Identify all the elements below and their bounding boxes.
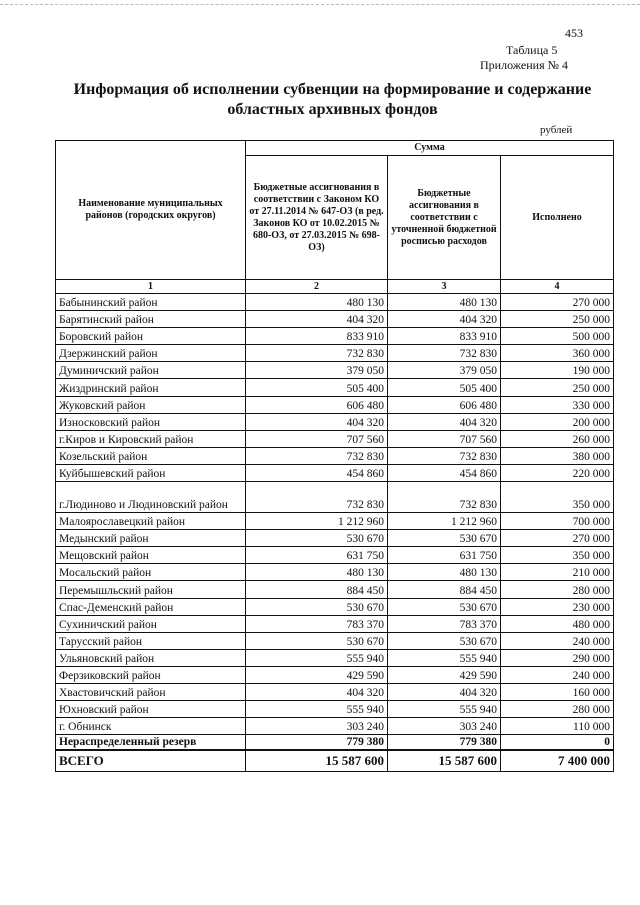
- executed-amount: 250 000: [501, 379, 614, 396]
- refined-allocation: 303 240: [388, 718, 501, 735]
- table-reference: Таблица 5: [506, 43, 558, 57]
- header-name: Наименование муниципальных районов (городских округов): [56, 141, 246, 280]
- table-row: [56, 615, 614, 632]
- law-allocation: 707 560: [246, 430, 388, 447]
- table-row: [56, 430, 614, 447]
- refined-allocation: 429 590: [388, 666, 501, 683]
- table-row: [56, 564, 614, 581]
- executed-amount: 240 000: [501, 632, 614, 649]
- total-plan: 15 587 600: [388, 750, 501, 772]
- executed-amount: 240 000: [501, 666, 614, 683]
- executed-amount: 200 000: [501, 413, 614, 430]
- district-name: Жуковский район: [56, 396, 246, 413]
- table-row: [56, 547, 614, 564]
- executed-amount: 350 000: [501, 547, 614, 564]
- reserve-name: Нераспределенный резерв: [56, 735, 246, 751]
- total-row: [56, 750, 614, 772]
- law-allocation: 404 320: [246, 683, 388, 700]
- table-row: [56, 718, 614, 735]
- header-sum-group: Сумма: [246, 141, 614, 156]
- executed-amount: 380 000: [501, 447, 614, 464]
- column-number: 4: [501, 280, 614, 294]
- executed-amount: 210 000: [501, 564, 614, 581]
- appendix-reference: [480, 43, 568, 73]
- table-row: [56, 530, 614, 547]
- executed-amount: 480 000: [501, 615, 614, 632]
- refined-allocation: 783 370: [388, 615, 501, 632]
- law-allocation: 783 370: [246, 615, 388, 632]
- table-row: [56, 701, 614, 718]
- table-row: [56, 683, 614, 700]
- table-row: [56, 598, 614, 615]
- district-name: Хвастовичский район: [56, 683, 246, 700]
- executed-amount: 160 000: [501, 683, 614, 700]
- refined-allocation: 505 400: [388, 379, 501, 396]
- law-allocation: 833 910: [246, 328, 388, 345]
- table-row: [56, 413, 614, 430]
- district-name: Ульяновский район: [56, 649, 246, 666]
- law-allocation: 884 450: [246, 581, 388, 598]
- scan-edge-line: [0, 4, 640, 5]
- executed-amount: 290 000: [501, 649, 614, 666]
- law-allocation: 429 590: [246, 666, 388, 683]
- reserve-done: 0: [501, 735, 614, 751]
- district-name: Боровский район: [56, 328, 246, 345]
- law-allocation: 732 830: [246, 345, 388, 362]
- currency-units: рублей: [540, 124, 573, 136]
- executed-amount: 250 000: [501, 311, 614, 328]
- refined-allocation: 631 750: [388, 547, 501, 564]
- law-allocation: 530 670: [246, 598, 388, 615]
- table-row: [56, 649, 614, 666]
- law-allocation: 480 130: [246, 564, 388, 581]
- table-row: [56, 632, 614, 649]
- refined-allocation: 404 320: [388, 413, 501, 430]
- refined-allocation: 555 940: [388, 649, 501, 666]
- law-allocation: 404 320: [246, 311, 388, 328]
- executed-amount: 270 000: [501, 294, 614, 311]
- column-number: 2: [246, 280, 388, 294]
- district-name: Ферзиковский район: [56, 666, 246, 683]
- district-name: г.Киров и Кировский район: [56, 430, 246, 447]
- law-allocation: 732 830: [246, 447, 388, 464]
- table-row: [56, 379, 614, 396]
- page-number: 453: [565, 26, 583, 40]
- executed-amount: 270 000: [501, 530, 614, 547]
- refined-allocation: 454 860: [388, 464, 501, 481]
- executed-amount: 700 000: [501, 513, 614, 530]
- executed-amount: 360 000: [501, 345, 614, 362]
- refined-allocation: 606 480: [388, 396, 501, 413]
- district-name: Куйбышевский район: [56, 464, 246, 481]
- refined-allocation: 480 130: [388, 564, 501, 581]
- table-row: [56, 666, 614, 683]
- table-row: [56, 362, 614, 379]
- executed-amount: 260 000: [501, 430, 614, 447]
- refined-allocation: 530 670: [388, 632, 501, 649]
- table-row: [56, 581, 614, 598]
- law-allocation: 555 940: [246, 649, 388, 666]
- law-allocation: 530 670: [246, 632, 388, 649]
- district-name: г. Обнинск: [56, 718, 246, 735]
- district-name: Перемышльский район: [56, 581, 246, 598]
- law-allocation: 505 400: [246, 379, 388, 396]
- district-name: Износковский район: [56, 413, 246, 430]
- district-name: Мещовский район: [56, 547, 246, 564]
- table-row: [56, 345, 614, 362]
- law-allocation: 606 480: [246, 396, 388, 413]
- law-allocation: 303 240: [246, 718, 388, 735]
- header-executed: Исполнено: [501, 156, 614, 280]
- district-name: Спас-Деменский район: [56, 598, 246, 615]
- table-body: [56, 294, 614, 772]
- table-row: [56, 464, 614, 481]
- table-row: [56, 294, 614, 311]
- law-allocation: 480 130: [246, 294, 388, 311]
- refined-allocation: 884 450: [388, 581, 501, 598]
- district-name: Барятинский район: [56, 311, 246, 328]
- district-name: Мосальский район: [56, 564, 246, 581]
- executed-amount: 350 000: [501, 482, 614, 513]
- refined-allocation: 732 830: [388, 447, 501, 464]
- executed-amount: 280 000: [501, 701, 614, 718]
- refined-allocation: 404 320: [388, 683, 501, 700]
- district-name: Юхновский район: [56, 701, 246, 718]
- reserve-plan: 779 380: [388, 735, 501, 751]
- refined-allocation: 404 320: [388, 311, 501, 328]
- header-refined-allocation: Бюджетные ассигнования в соответствии с уточненной бюджетной росписью расходов: [388, 156, 501, 280]
- district-name: Медынский район: [56, 530, 246, 547]
- law-allocation: 454 860: [246, 464, 388, 481]
- district-name: Думиничский район: [56, 362, 246, 379]
- total-name: ВСЕГО: [56, 750, 246, 772]
- document-title: Информация об исполнении субвенции на формирование и содержание областных архивных фондов: [73, 81, 592, 118]
- law-allocation: 379 050: [246, 362, 388, 379]
- law-allocation: 1 212 960: [246, 513, 388, 530]
- table-row: [56, 311, 614, 328]
- table-row: [56, 396, 614, 413]
- table-row: [56, 447, 614, 464]
- executed-amount: 330 000: [501, 396, 614, 413]
- law-allocation: 732 830: [246, 482, 388, 513]
- table-row: [56, 328, 614, 345]
- law-allocation: 530 670: [246, 530, 388, 547]
- subvention-table: [55, 140, 614, 772]
- law-allocation: 555 940: [246, 701, 388, 718]
- district-name: Дзержинский район: [56, 345, 246, 362]
- district-name: Козельский район: [56, 447, 246, 464]
- district-name: г.Людиново и Людиновский район: [56, 482, 246, 513]
- table-row: [56, 513, 614, 530]
- district-name: Тарусский район: [56, 632, 246, 649]
- header-law-allocation: Бюджетные ассигнования в соответствии с Законом КО от 27.11.2014 № 647-ОЗ (в ред. Законов КО от 10.02.2015 № 680-ОЗ, от 27.03.2015 № 698-ОЗ): [246, 156, 388, 280]
- district-name: Малоярославецкий район: [56, 513, 246, 530]
- district-name: Бабынинский район: [56, 294, 246, 311]
- district-name: Жиздринский район: [56, 379, 246, 396]
- column-number: 3: [388, 280, 501, 294]
- refined-allocation: 530 670: [388, 598, 501, 615]
- refined-allocation: 833 910: [388, 328, 501, 345]
- appendix-number: Приложения № 4: [480, 58, 569, 72]
- table-row: [56, 482, 614, 513]
- executed-amount: 190 000: [501, 362, 614, 379]
- total-law: 15 587 600: [246, 750, 388, 772]
- refined-allocation: 480 130: [388, 294, 501, 311]
- refined-allocation: 707 560: [388, 430, 501, 447]
- refined-allocation: 530 670: [388, 530, 501, 547]
- executed-amount: 110 000: [501, 718, 614, 735]
- refined-allocation: 732 830: [388, 482, 501, 513]
- district-name: Сухиничский район: [56, 615, 246, 632]
- executed-amount: 500 000: [501, 328, 614, 345]
- refined-allocation: 379 050: [388, 362, 501, 379]
- refined-allocation: 1 212 960: [388, 513, 501, 530]
- refined-allocation: 732 830: [388, 345, 501, 362]
- reserve-row: [56, 735, 614, 751]
- law-allocation: 404 320: [246, 413, 388, 430]
- executed-amount: 280 000: [501, 581, 614, 598]
- executed-amount: 220 000: [501, 464, 614, 481]
- executed-amount: 230 000: [501, 598, 614, 615]
- reserve-law: 779 380: [246, 735, 388, 751]
- total-done: 7 400 000: [501, 750, 614, 772]
- column-number: 1: [56, 280, 246, 294]
- law-allocation: 631 750: [246, 547, 388, 564]
- refined-allocation: 555 940: [388, 701, 501, 718]
